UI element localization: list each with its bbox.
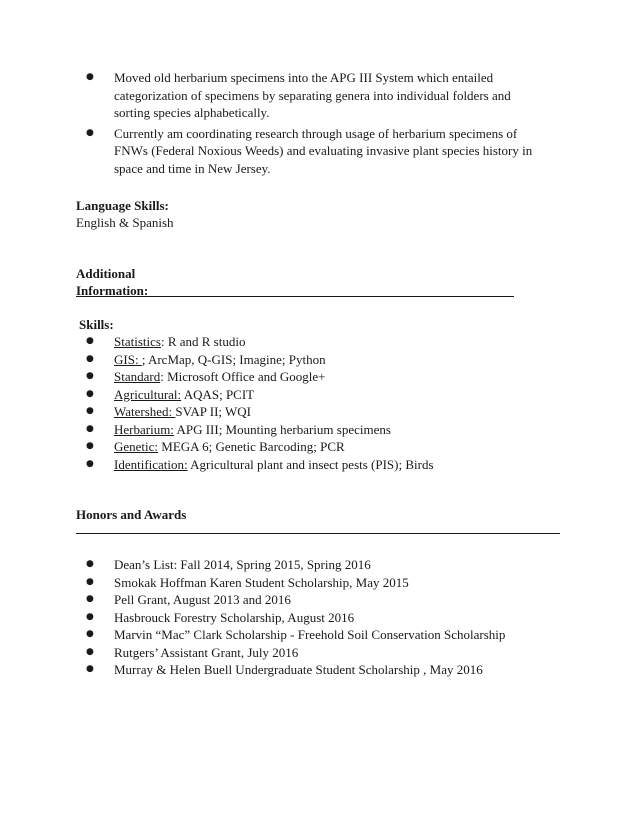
experience-text: Currently am coordinating research through usage of herbarium specimens of FNWs (Federal Noxious Weeds) and evaluating invasive plant species history in space and time in New Jersey. [114,125,533,176]
experience-text: Moved old herbarium specimens into the APG III System which entailed categorization of specimens by separating genera into individual folders and sorting species alphabetically. [114,70,511,120]
award-text: Marvin “Mac” Clark Scholarship - Freehold Soil Conservation Scholarship [114,627,506,642]
award-text: Murray & Helen Buell Undergraduate Student Scholarship , May 2016 [114,662,483,677]
award-text: Pell Grant, August 2013 and 2016 [114,592,291,607]
bullet-icon: ● [86,594,94,604]
list-item [0,644,544,662]
award-text: Hasbrouck Forestry Scholarship, August 2016 [114,609,355,625]
bullet-icon: ● [86,611,94,622]
list-item [0,333,544,351]
honors-list [0,556,544,679]
bullet-icon: ● [86,458,94,469]
list-item [0,351,544,369]
honors-underline [76,533,560,534]
honors-heading: Honors and Awards [76,507,187,522]
list-item [0,591,544,609]
bullet-icon: ● [86,371,94,381]
bullet-icon: ● [86,127,94,138]
skill-value: Agricultural plant and insect pests (PIS); Birds [187,456,434,472]
bullet-icon: ● [86,664,94,674]
bullet-icon: ● [86,646,94,657]
list-item [0,438,544,456]
list-item [0,386,544,404]
skill-value: APG III; Mounting herbarium specimens [173,421,391,437]
skill-value: SVAP II; WQI [175,404,252,419]
list-item [0,456,544,474]
skill-label: Herbarium: [114,421,174,437]
skills-list [0,333,544,473]
language-skills-value: English & Spanish [76,215,174,230]
bullet-icon: ● [86,388,94,399]
bullet-icon: ● [86,423,94,434]
skills-heading: Skills: [79,317,114,332]
language-skills-heading: Language Skills: [76,198,169,213]
additional-heading-line2: Information: [76,283,149,298]
list-item [0,626,544,644]
skill-label: Agricultural: [114,386,182,402]
bullet-icon: ● [86,629,94,639]
bullet-icon: ● [86,441,94,451]
skill-value: : Microsoft Office and Google+ [160,369,326,384]
list-item [0,609,544,627]
list-item [0,368,544,386]
award-text: Dean’s List: Fall 2014, Spring 2015, Spring 2016 [114,557,371,572]
list-item [0,661,544,679]
list-item [0,574,544,592]
skill-value: AQAS; PCIT [181,386,255,402]
list-item [0,403,544,421]
list-item [0,556,544,574]
skill-value: ; ArcMap, Q-GIS; Imagine; Python [141,351,326,367]
list-item [0,69,544,122]
bullet-icon: ● [86,353,94,364]
skill-label: Standard [114,369,161,384]
skill-label: GIS: [114,351,142,367]
skill-value: : R and R studio [160,334,246,349]
skill-value: MEGA 6; Genetic Barcoding; PCR [158,439,345,454]
bullet-icon: ● [86,559,94,569]
additional-heading-line1: Additional [76,266,136,281]
list-item [0,125,544,178]
award-text: Rutgers’ Assistant Grant, July 2016 [114,644,299,660]
skill-label: Genetic: [114,439,159,454]
bullet-icon: ● [86,406,94,416]
bullet-icon: ● [86,72,94,82]
skill-label: Statistics [114,334,161,349]
bullet-icon: ● [86,336,94,346]
skill-label: Watershed: [114,404,176,419]
skill-label: Identification: [114,456,188,472]
list-item [0,421,544,439]
bullet-icon: ● [86,576,94,587]
experience-bullets [0,69,544,180]
award-text: Smokak Hoffman Karen Student Scholarship, May 2015 [114,574,409,590]
additional-underline [76,296,514,297]
